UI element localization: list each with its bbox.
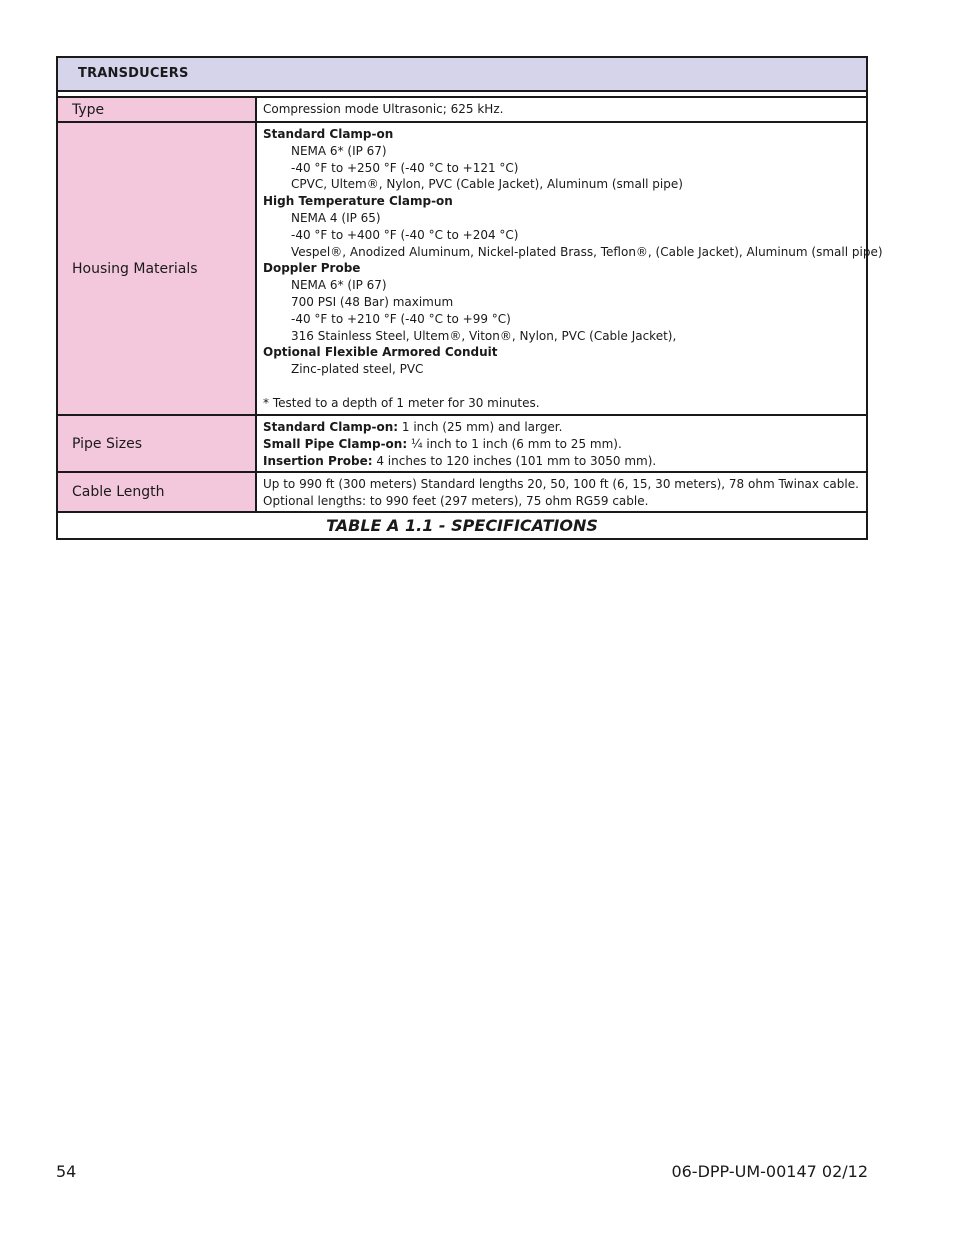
housing-line xyxy=(263,378,883,395)
housing-line: * Tested to a depth of 1 meter for 30 minutes. xyxy=(263,395,540,410)
row-value-housing xyxy=(257,123,889,414)
housing-line: NEMA 4 (IP 65) xyxy=(291,210,381,225)
cable-length-line: Up to 990 ft (300 meters) Standard lengths 20, 50, 100 ft (6, 15, 30 meters), 78 ohm Twinax cable. xyxy=(263,477,859,491)
row-value-cable-length xyxy=(257,473,866,511)
pipe-size-line: Insertion Probe: 4 inches to 120 inches (101 mm to 3050 mm). xyxy=(263,453,657,468)
housing-line: Vespel®, Anodized Aluminum, Nickel-plated Brass, Teflon®, (Cable Jacket), Aluminum (small pipe) xyxy=(291,244,883,259)
housing-line: -40 °F to +400 °F (-40 °C to +204 °C) xyxy=(291,227,519,242)
housing-line: -40 °F to +250 °F (-40 °C to +121 °C) xyxy=(291,160,519,175)
row-value-type xyxy=(257,98,866,121)
housing-subheading: Optional Flexible Armored Conduit xyxy=(263,345,498,360)
specifications-table xyxy=(56,56,883,540)
pipe-size-line: Small Pipe Clamp-on: ¼ inch to 1 inch (6 mm to 25 mm). xyxy=(263,436,622,451)
housing-subheading: High Temperature Clamp-on xyxy=(263,194,453,209)
document-id: 06-DPP-UM-00147 02/12 xyxy=(671,1162,868,1181)
row-label-pipe-sizes: Pipe Sizes xyxy=(58,416,257,471)
housing-line: 700 PSI (48 Bar) maximum xyxy=(291,294,454,309)
housing-line: CPVC, Ultem®, Nylon, PVC (Cable Jacket), Aluminum (small pipe) xyxy=(291,177,683,192)
housing-line: NEMA 6* (IP 67) xyxy=(291,278,387,293)
table-row-pipe-sizes xyxy=(58,416,866,473)
housing-line: NEMA 6* (IP 67) xyxy=(291,143,387,158)
housing-subheading: Standard Clamp-on xyxy=(263,127,394,141)
row-label-type: Type xyxy=(58,98,257,121)
housing-subheading: Doppler Probe xyxy=(263,261,361,276)
row-value-pipe-sizes xyxy=(257,416,866,471)
housing-line: -40 °F to +210 °F (-40 °C to +99 °C) xyxy=(291,311,511,326)
table-row-cable-length xyxy=(58,473,866,513)
row-label-cable-length: Cable Length xyxy=(58,473,257,511)
housing-line: 316 Stainless Steel, Ultem®, Viton®, Nylon, PVC (Cable Jacket), xyxy=(291,328,677,343)
pipe-size-line: Standard Clamp-on: 1 inch (25 mm) and larger. xyxy=(263,420,563,434)
table-row-housing-materials xyxy=(58,123,883,416)
page-number: 54 xyxy=(56,1162,77,1181)
table-caption: TABLE A 1.1 - SPECIFICATIONS xyxy=(326,516,598,535)
cable-length-line: Optional lengths: to 990 feet (297 meters), 75 ohm RG59 cable. xyxy=(263,493,649,508)
table-row-type xyxy=(58,98,866,123)
row-label-housing: Housing Materials xyxy=(58,123,257,414)
section-header: TRANSDUCERS xyxy=(58,58,866,92)
type-value: Compression mode Ultrasonic; 625 kHz. xyxy=(263,102,504,116)
housing-line: Zinc-plated steel, PVC xyxy=(291,362,424,377)
